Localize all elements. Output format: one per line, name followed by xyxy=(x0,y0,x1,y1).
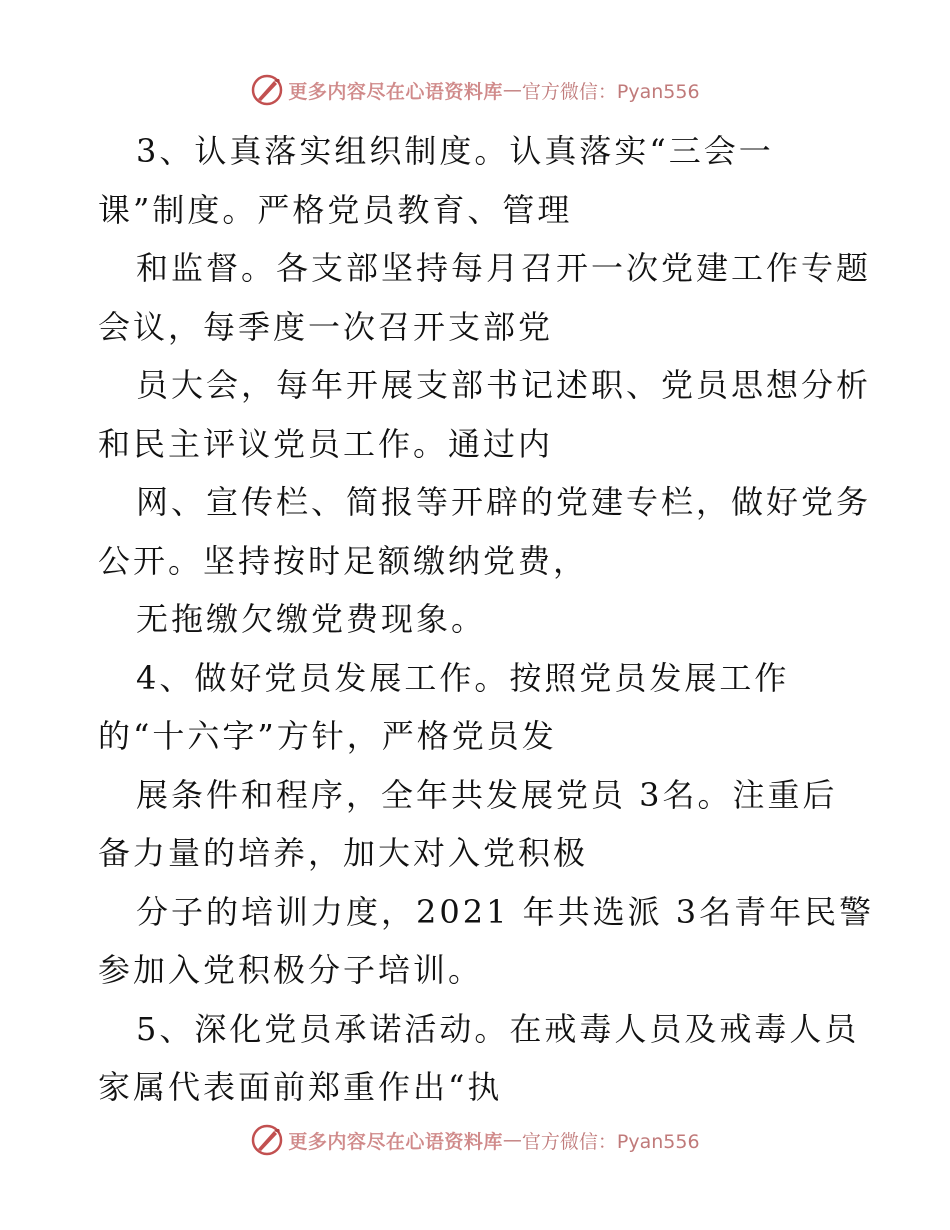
text-line: 会议，每季度一次召开支部党 xyxy=(98,307,554,346)
text-line: 4、做好党员发展工作。按照党员发展工作 xyxy=(136,658,790,697)
banner-text: 更多内容尽在心语资料库 xyxy=(288,80,503,103)
text-line: 参加入党积极分子培训。 xyxy=(98,951,484,989)
text-line: 员大会，每年开展支部书记述职、党员思想分析 xyxy=(136,366,872,404)
quill-logo-icon xyxy=(250,1123,284,1157)
header-banner xyxy=(0,70,950,110)
footer-banner xyxy=(0,1120,950,1160)
text-line: 3、认真落实组织制度。认真落实“三会一 xyxy=(136,132,774,170)
text-line: 分子的培训力度，2021 年共选派 3名青年民警 xyxy=(136,892,875,931)
text-line: 公开。坚持按时足额缴纳党费， xyxy=(98,541,589,580)
document-body xyxy=(98,122,898,1117)
text-line: 展条件和程序，全年共发展党员 3名。注重后 xyxy=(136,775,838,814)
banner-wechat: 官方微信：Pyan556 xyxy=(521,1130,700,1153)
banner-separator: — xyxy=(502,79,522,101)
banner-text: 更多内容尽在心语资料库 xyxy=(288,1130,503,1153)
text-line: 无拖缴欠缴党费现象。 xyxy=(136,600,487,638)
banner-wechat: 官方微信：Pyan556 xyxy=(521,80,700,103)
text-line: 的“十六字”方针，严格党员发 xyxy=(98,717,557,755)
text-line: 和监督。各支部坚持每月召开一次党建工作专题 xyxy=(136,249,872,287)
text-line: 网、宣传栏、简报等开辟的党建专栏，做好党务 xyxy=(136,483,872,521)
banner-separator: — xyxy=(502,1129,522,1151)
quill-logo-icon xyxy=(250,73,284,107)
text-line: 5、深化党员承诺活动。在戒毒人员及戒毒人员 xyxy=(136,1009,860,1048)
text-line: 和民主评议党员工作。通过内 xyxy=(98,424,554,463)
text-line: 备力量的培养，加大对入党积极 xyxy=(98,834,589,872)
text-line: 家属代表面前郑重作出“执 xyxy=(98,1068,503,1106)
text-line: 课”制度。严格党员教育、管理 xyxy=(98,190,573,229)
